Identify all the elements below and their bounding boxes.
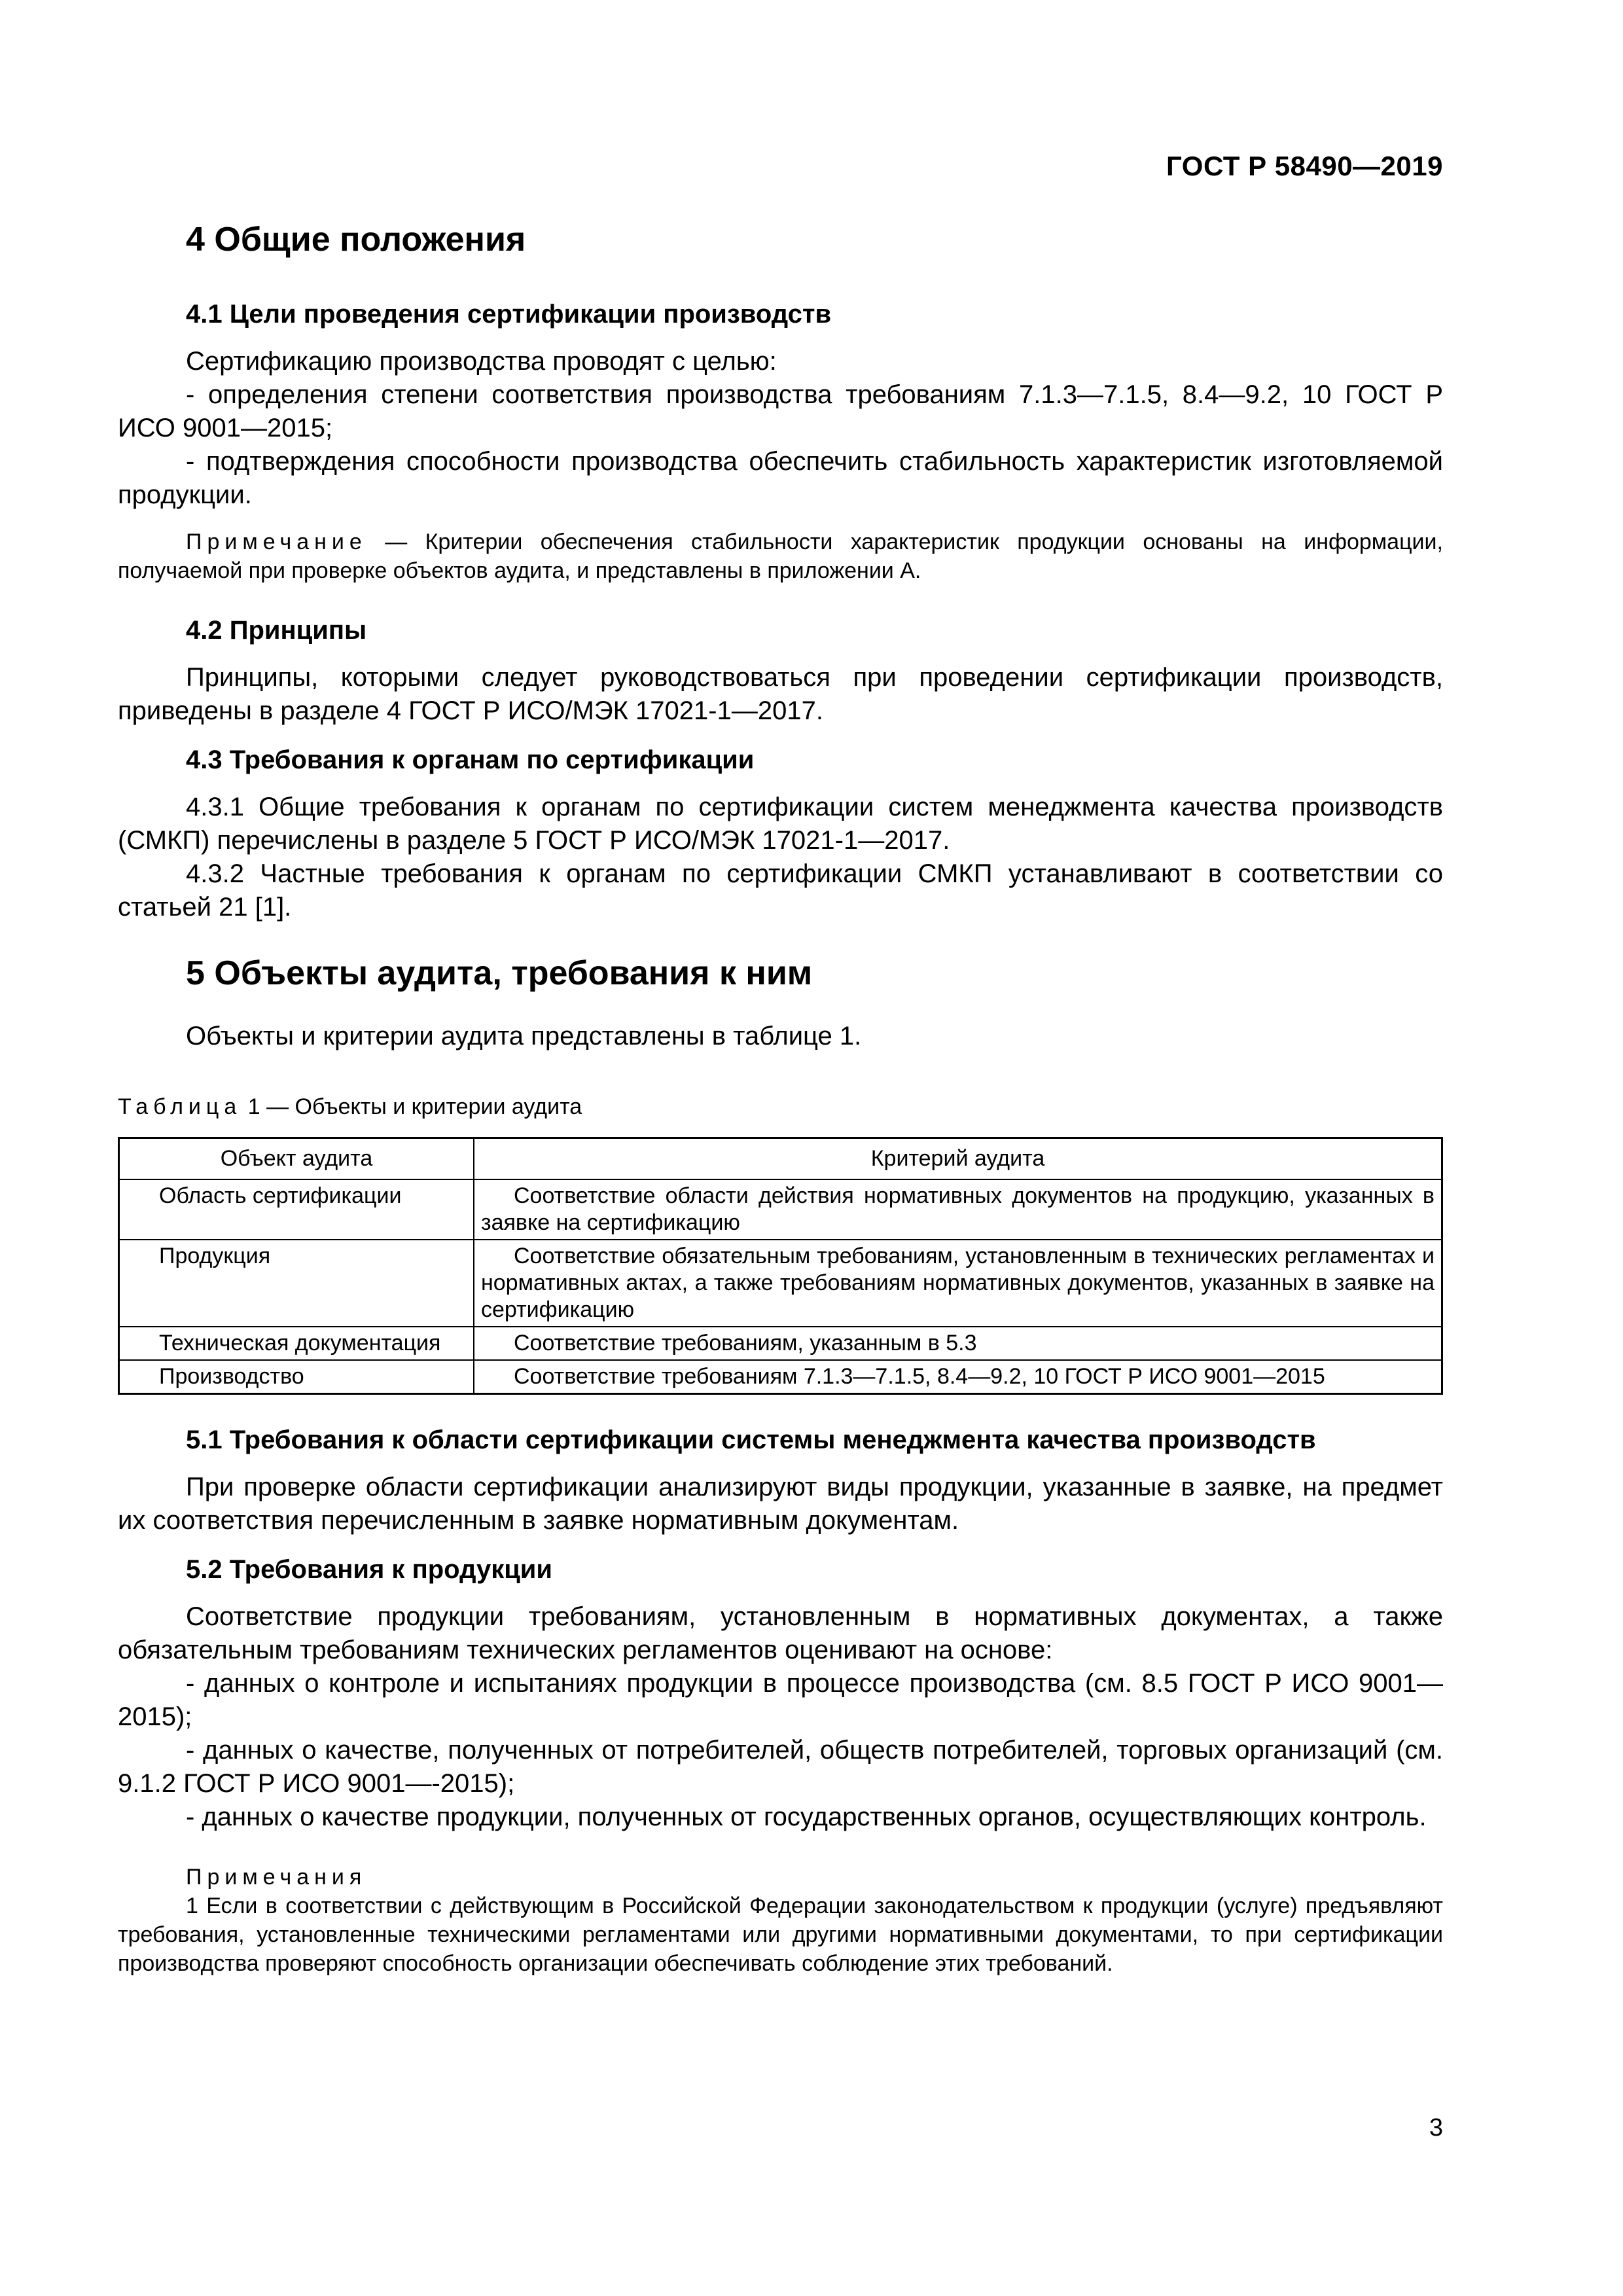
table-header-object: Объект аудита: [119, 1138, 474, 1180]
section-5-2-paragraph-2: - данных о контроле и испытаниях продукции в процессе производства (см. 8.5 ГОСТ Р ИСО 9001—2015);: [118, 1669, 1443, 1731]
table-cell-criterion: Соответствие требованиям 7.1.3—7.1.5, 8.4—9.2, 10 ГОСТ Р ИСО 9001—2015: [474, 1360, 1442, 1394]
table-caption-text: 1 — Объекты и критерии аудита: [241, 1094, 582, 1119]
section-5-title: 5 Объекты аудита, требования к ним: [186, 954, 813, 992]
table-row: [119, 1240, 1442, 1327]
section-5-1-paragraph-1: При проверке области сертификации анализируют виды продукции, указанные в заявке, на предмет их соответствия перечисленным в заявке нормативным документам.: [118, 1473, 1443, 1535]
table-cell-object: Область сертификации: [119, 1179, 474, 1240]
document-body: [118, 219, 1443, 1978]
table-cell-object: Производство: [119, 1360, 474, 1394]
section-4-title: 4 Общие положения: [186, 221, 526, 259]
table-row: [119, 1360, 1442, 1394]
section-4-3-1-paragraph: 4.3.1 Общие требования к органам по сертификации систем менеджмента качества производств (СМКП) перечислены в разделе 5 ГОСТ Р ИСО/МЭК 17021-1—2017.: [118, 793, 1443, 855]
section-5-2-paragraph-4: - данных о качестве продукции, полученных от государственных органов, осуществляющих контроль.: [186, 1803, 1427, 1831]
notes-label: Примечания: [186, 1865, 367, 1890]
table-row: [119, 1327, 1442, 1360]
section-4-2-paragraph-1: Принципы, которыми следует руководствоваться при проведении сертификации производств, приведены в разделе 4 ГОСТ Р ИСО/МЭК 17021-1—2017.: [118, 663, 1443, 725]
table-cell-criterion: Соответствие требованиям, указанным в 5.3: [474, 1327, 1442, 1360]
table-cell-criterion: Соответствие обязательным требованиям, установленным в технических регламентах и нормативных актах, а также требованиям нормативных документов, указанных в заявке на сертификацию: [474, 1240, 1442, 1327]
table-caption: [118, 1092, 1443, 1121]
section-4-1-paragraph-3: - подтверждения способности производства обеспечить стабильность характеристик изготовляемой продукции.: [118, 447, 1443, 509]
page-number: 3: [1429, 2114, 1443, 2142]
note-label: Примечание: [186, 529, 367, 554]
section-5-2-note-1: 1 Если в соответствии с действующим в Российской Федерации законодательством к продукции (услуге) предъявляют требования, установленные техническими регламентами или другими нормативными документами, то при сертификации производства проверяют способность организации обеспечивать соблюдение этих требований.: [118, 1893, 1443, 1976]
section-5-1-title: 5.1 Требования к области сертификации системы менеджмента качества производств: [186, 1426, 1316, 1454]
table-caption-label: Таблица: [118, 1094, 242, 1119]
section-4-3-2-paragraph: 4.3.2 Частные требования к органам по сертификации СМКП устанавливают в соответствии со статьей 21 [1].: [118, 859, 1443, 922]
section-5-2-paragraph-3: - данных о качестве, полученных от потребителей, обществ потребителей, торговых организаций (см. 9.1.2 ГОСТ Р ИСО 9001—-2015);: [118, 1736, 1443, 1798]
document-page: [118, 144, 1443, 2238]
section-5-paragraph-1: Объекты и критерии аудита представлены в таблице 1.: [186, 1022, 862, 1050]
table-cell-object: Техническая документация: [119, 1327, 474, 1360]
table-cell-object: Продукция: [119, 1240, 474, 1327]
section-5-2-notes-label: [118, 1863, 1443, 1892]
section-4-1-paragraph-2: - определения степени соответствия производства требованиям 7.1.3—7.1.5, 8.4—9.2, 10 ГОСТ Р ИСО 9001—2015;: [118, 380, 1443, 442]
section-5-2-paragraph-1: Соответствие продукции требованиям, установленным в нормативных документах, а также обязательным требованиям технических регламентов оценивают на основе:: [118, 1602, 1443, 1664]
table-header-criterion: Критерий аудита: [474, 1138, 1442, 1180]
section-5-2-title: 5.2 Требования к продукции: [186, 1555, 552, 1584]
section-4-2-title: 4.2 Принципы: [186, 616, 367, 645]
table-row: [119, 1179, 1442, 1240]
table-cell-criterion: Соответствие области действия нормативных документов на продукцию, указанных в заявке на сертификацию: [474, 1179, 1442, 1240]
table-header-row: [119, 1138, 1442, 1180]
document-code: ГОСТ Р 58490—2019: [1166, 151, 1443, 181]
section-4-1-paragraph-1: Сертификацию производства проводят с целью:: [186, 347, 777, 376]
audit-table: [118, 1137, 1443, 1395]
note-text: — Критерии обеспечения стабильности характеристик продукции основаны на информации, получаемой при проверке объектов аудита, и представлены в приложении А.: [118, 529, 1443, 583]
section-4-1-title: 4.1 Цели проведения сертификации производств: [186, 300, 832, 329]
section-4-3-title: 4.3 Требования к органам по сертификации: [186, 745, 755, 774]
section-4-1-note: [118, 528, 1443, 585]
